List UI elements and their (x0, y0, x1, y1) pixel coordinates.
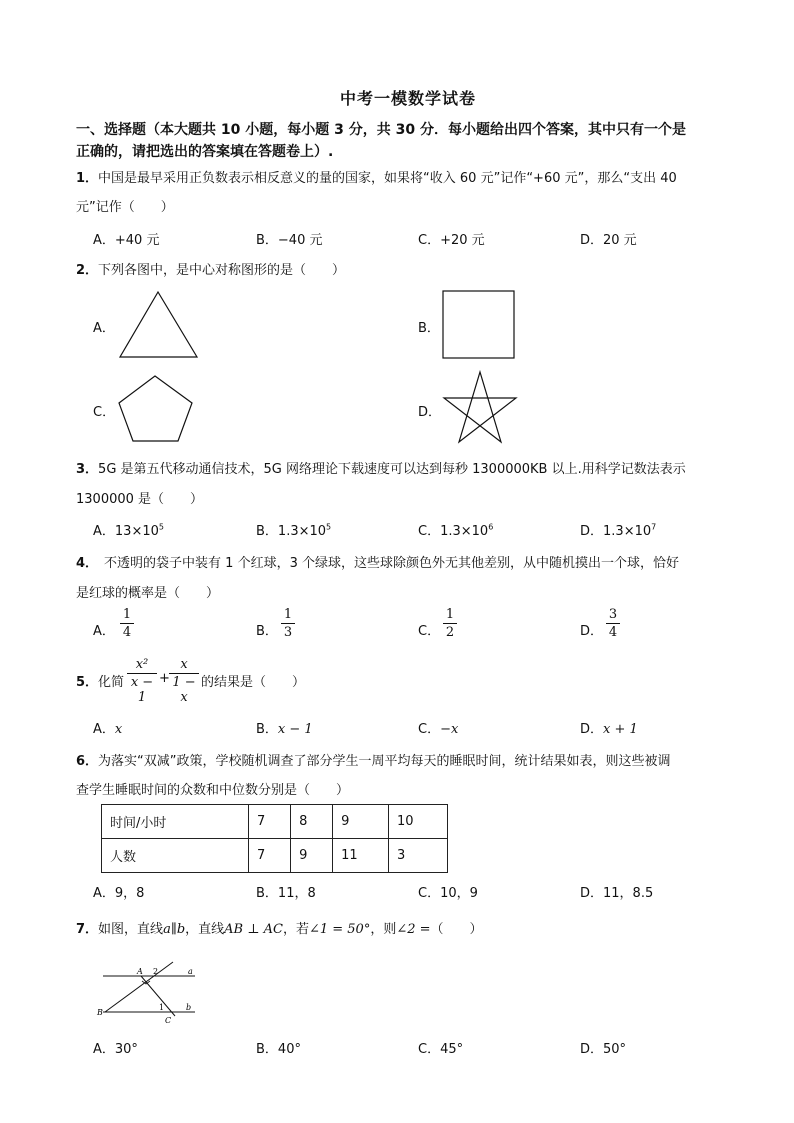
svg-text:1: 1 (159, 1003, 165, 1012)
question-4 (76, 552, 679, 571)
q4-option-c-fraction: 1 2 (443, 607, 457, 640)
table-row (102, 839, 448, 873)
triangle-icon (118, 290, 200, 360)
question-2 (76, 259, 345, 278)
q1-option-b: B．−40 元 (256, 233, 323, 248)
q3-option-a: A．$13\times 10^5$ (93, 522, 164, 539)
table-row (102, 805, 448, 839)
table-cell: 3 (389, 839, 448, 873)
q3-option-d: D．$1.3\times 10^7$ (580, 522, 657, 539)
q2-option-c-label: C． (93, 405, 116, 420)
q2-option-a-label: A． (93, 321, 115, 336)
question-6-line2: 查学生睡眠时间的众数和中位数分别是（ ） (76, 783, 350, 798)
q5-option-b: B．x − 1 (256, 722, 313, 737)
q3-option-c: C．$1.3\times 10^6$ (418, 522, 494, 539)
question-number: 2． (76, 263, 99, 278)
table-cell: 时间/小时 (102, 805, 249, 839)
question-4-line2: 是红球的概率是（ ） (76, 586, 220, 601)
q5-suffix: 的结果是（ ） (201, 675, 306, 690)
q4-option-d-label: D． (580, 624, 604, 639)
sleep-time-table (101, 804, 448, 873)
question-number: 4． (76, 556, 99, 571)
question-text: 5G 是第五代移动通信技术，5G 网络理论下载速度可以达到每秒 1300000KB 以上.用科学记数法表示 (98, 462, 686, 477)
svg-text:B: B (97, 1008, 103, 1017)
q3-option-b: B．$1.3\times 10^5$ (256, 522, 332, 539)
q7-option-c: C．45° (418, 1042, 464, 1057)
q6-option-a: A．9，8 (93, 886, 145, 901)
question-text: 下列各图中，是中心对称图形的是（ ） (98, 263, 346, 278)
table-cell: 人数 (102, 839, 249, 873)
q4-option-d-fraction: 3 4 (606, 607, 620, 640)
q6-option-d: D．11，8.5 (580, 886, 654, 901)
q6-option-c: C．10，9 (418, 886, 478, 901)
table-cell: 11 (333, 839, 389, 873)
question-number: 3． (76, 462, 99, 477)
q4-option-c-label: C． (418, 624, 441, 639)
svg-text:b: b (186, 1003, 192, 1012)
q4-option-b-fraction: 1 3 (281, 607, 295, 640)
star-icon (442, 370, 518, 446)
question-1-line2: 元”记作（ ） (76, 200, 174, 215)
parallel-lines-figure (95, 960, 215, 1026)
question-6 (76, 750, 671, 769)
square-icon (442, 290, 516, 360)
section-heading-line1: 一、选择题（本大题共 10 小题，每小题 3 分，共 30 分．每小题给出四个答案，其中只有一个是 (76, 122, 686, 138)
q1-option-c: C．+20 元 (418, 233, 485, 248)
q1-option-a: A．+40 元 (93, 233, 160, 248)
q1-option-d: D．20 元 (580, 233, 637, 248)
q4-option-a-label: A． (93, 624, 115, 639)
q7-option-a: A．30° (93, 1042, 138, 1057)
question-text: 不透明的袋子中装有 1 个红球，3 个绿球，这些球除颜色外无其他差别，从中随机摸出一个球，恰好 (104, 556, 679, 571)
pentagon-icon (117, 374, 195, 444)
question-1 (76, 167, 677, 186)
q2-option-b-label: B． (418, 321, 440, 336)
question-text: 中国是最早采用正负数表示相反意义的量的国家，如果将“收入 60 元”记作“+60 元”，那么“支出 40 (98, 171, 677, 186)
question-text: 为落实“双减”政策，学校随机调查了部分学生一周平均每天的睡眠时间，统计结果如表，则这些被调 (98, 754, 671, 769)
q7-option-d: D．50° (580, 1042, 627, 1057)
question-3-line2: 1300000 是（ ） (76, 492, 204, 507)
q5-option-c: C．−x (418, 722, 459, 737)
table-cell: 7 (249, 839, 291, 873)
table-cell: 9 (291, 839, 333, 873)
q5-fraction-2: x 1 − x (169, 657, 199, 705)
svg-text:2: 2 (153, 967, 159, 976)
question-number: 1． (76, 171, 99, 186)
q6-option-b: B．11，8 (256, 886, 316, 901)
table-cell: 8 (291, 805, 333, 839)
question-number: 7． (76, 922, 99, 937)
q7-option-b: B．40° (256, 1042, 301, 1057)
page-title: 中考一模数学试卷 (340, 89, 477, 108)
table-cell: 7 (249, 805, 291, 839)
table-cell: 9 (333, 805, 389, 839)
q5-option-d: D．x + 1 (580, 722, 638, 737)
question-7: 7．如图，直线a∥b，直线AB ⊥ AC，若∠1 = 50°，则∠2 =（ ） (76, 922, 483, 937)
q5-plus: + (159, 671, 170, 686)
q5-fraction-1: x² x − 1 (127, 657, 157, 705)
svg-text:a: a (188, 967, 193, 976)
svg-text:C: C (165, 1016, 172, 1025)
question-number: 6． (76, 754, 99, 769)
q2-option-d-label: D． (418, 405, 442, 420)
table-cell: 10 (389, 805, 448, 839)
q4-option-a-fraction: 1 4 (120, 607, 134, 640)
section-heading-line2: 正确的，请把选出的答案填在答题卷上）. (76, 144, 334, 160)
question-3 (76, 458, 686, 477)
q5-option-a: A．x (93, 722, 123, 737)
q4-option-b-label: B． (256, 624, 278, 639)
question-5-prefix: 5．化简 (76, 675, 125, 690)
question-number: 5． (76, 675, 99, 690)
svg-text:A: A (137, 967, 143, 976)
